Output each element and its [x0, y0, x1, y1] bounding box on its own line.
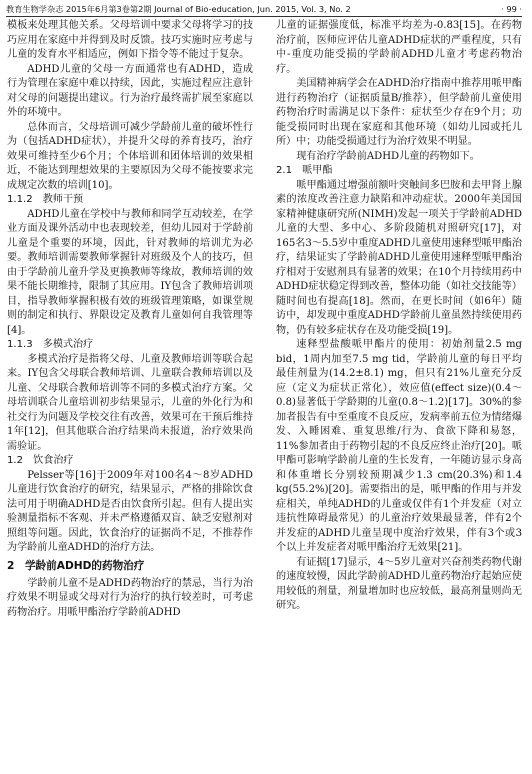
paragraph: 有证据[17]显示，4～5岁儿童对兴奋剂类药物代谢的速度较慢，因此学龄前ADHD儿童药物治疗起始应使用较低的剂量，剂量增加时也应较低，最高剂量则尚无研究。 — [276, 556, 522, 611]
header-rule — [6, 16, 522, 17]
section-heading-2: 2 学龄前ADHD的药物治疗 — [7, 559, 145, 572]
paragraph: 哌甲酯通过增强前额叶突触间多巴胺和去甲肾上腺素的浓度改善注意力缺陷和冲动症状。2000年美国国家精神健康研究所(NIMH)发起一项关于学龄前ADHD儿童的大型、多中心、多阶段随机对照研究[17]，对165名3～5.5岁中重度ADHD儿童使用速释型哌甲酯治疗，结果证实了学龄前ADHD儿童使用速释型哌甲酯治疗相对于安慰剂具有显著的效果；在10个月持续用药中ADHD症状稳定得到改善，整体功能（如社交技能等）随时间也有提高[18]。然而，在更长时间（如6年）随访中，却发现中重度ADHD学龄前儿童虽然持续使用药物，仍有较多症状存在及功能受损[19]。 — [276, 179, 522, 336]
paragraph: ADHD儿童的父母一方面通常也有ADHD，造成行为管理在家庭中难以持续，因此，实施过程应注意针对父母的问题提出建议。行为治疗最终需扩展至家庭以外的环境中。 — [7, 63, 253, 118]
paragraph: 现有治疗学龄前ADHD儿童的药物如下。 — [296, 150, 480, 162]
paragraph: 儿童的证据强度低，标准平均差为-0.83[15]。在药物治疗前，医师应评估儿童ADHD症状的严重程度，只有中-重度功能受损的学龄前ADHD儿童才考虑药物治疗。 — [276, 20, 522, 75]
running-header — [6, 3, 522, 15]
section-heading-2-1: 2.1 哌甲酯 — [276, 165, 333, 176]
section-heading-1-1-3: 1.1.3 多模式治疗 — [7, 339, 94, 350]
paragraph: 速释型盐酸哌甲酯片的使用：初始剂量2.5 mg bid，1周内加至7.5 mg tid，学龄前儿童的每日平均最佳剂量为(14.2±8.1) mg，但只有21%儿童充分反应（定义为症状正常化），效应值(effect size)(0.4～0.8)显著低于学龄期的儿童(0.8～1.2)[17]。30%的参加者报告有中至重度不良反应，发病率前五位为情绪爆发、入睡困难、重复思维/行为、食欲下降和易怒，11%参加者由于药物引起的不良反应终止治疗[20]。哌甲酯可影响学龄前儿童的生长发育，一年随访显示身高和体重增长分别较预期减少1.3 cm(20.3%)和1.4 kg(55.2%)[20]。需要指出的是，哌甲酯的作用与并发症相关，单纯ADHD的儿童或仅伴有1个并发症（对立违抗性障碍最常见）的儿童治疗效果最显著，伴有2个并发症的ADHD儿童呈现中度治疗效果，伴有3个或3个以上并发症者对哌甲酯治疗无效果[21]。 — [276, 339, 522, 553]
section-heading-1-1-2: 1.1.2 教师干预 — [7, 194, 84, 205]
journal-citation: 教育生物学杂志 2015年6月第3卷第2期 Journal of Bio-education, Jun. 2015, Vol. 3, No. 2 — [6, 4, 351, 14]
paragraph: 总体而言，父母培训可减少学龄前儿童的破坏性行为（包括ADHD症状），并提升父母的养育技巧，治疗效果可维持至少6个月；个体培训和团体培训的效果相近，不能达到理想效果的主要原因为父母不能按要求完成规定次数的培训[10]。 — [7, 121, 253, 191]
page-number: · 99 · — [501, 4, 522, 14]
paragraph: 美国精神病学会在ADHD治疗指南中推荐用哌甲酯进行药物治疗（证据质量B/推荐），但学龄前儿童使用药物治疗时需满足以下条件：症状至少存在9个月；功能受损同时出现在家庭和其他环境（如幼儿园或托儿所）中；功能受损通过行为治疗效果不明显。 — [276, 78, 522, 147]
paragraph: 学龄前儿童不是ADHD药物治疗的禁忌，当行为治疗效果不明显或父母对行为治疗的执行较差时，可考虑药物治疗。用哌甲酯治疗学龄前ADHD — [7, 577, 253, 618]
right-column — [276, 19, 522, 614]
section-heading-1-2: 1.2 饮食治疗 — [7, 455, 74, 466]
left-column — [7, 19, 253, 620]
paragraph: ADHD儿童在学校中与教师和同学互动较差，在学业方面及课外活动中也表现较差，但幼儿园对于学龄前儿童是个重要的环境，因此，针对教师的培训尤为必要。教师培训需要教师掌握针对班级及个人的技巧，但由于学龄前儿童升学及更换教师等缘故，教师培训的效果不能长期维持，限制了其应用。IY包含了教师培训项目，指导教师掌握积极有效的班级管理策略，如课堂规则的制定和执行、界限设定及教育儿童如何自我管理等[4]。 — [7, 208, 253, 336]
paragraph: Pelsser等[16]于2009年对100名4～8岁ADHD儿童进行饮食治疗的研究，结果显示，严格的排除饮食法可用于明确ADHD是否由饮食所引起。但有人提出实验测量指标不客观、并未严格遵循双盲、缺乏安慰剂对照组等问题。因此，饮食治疗的证据尚不足，不推荐作为学龄前儿童ADHD的治疗方法。 — [7, 469, 253, 553]
paragraph: 模板来处理其他关系。父母培训中要求父母将学习的技巧应用在家庭中并得到及时反馈。技巧实施时应考虑与儿童的发育水平相适应，例如下指令等不能过于复杂。 — [7, 20, 253, 60]
paragraph: 多模式治疗是指将父母、儿童及教师培训等联合起来。IY包含父母联合教师培训、儿童联合教师培训以及儿童、父母联合教师培训等不同的多模式治疗方案。父母培训联合儿童培训初步结果显示，儿童的外化行为和社交行为问题及学校交往有改善，效果可在干预后维持1年[12]，但其他联合治疗结果尚未报道，治疗效果尚需验证。 — [7, 353, 253, 452]
